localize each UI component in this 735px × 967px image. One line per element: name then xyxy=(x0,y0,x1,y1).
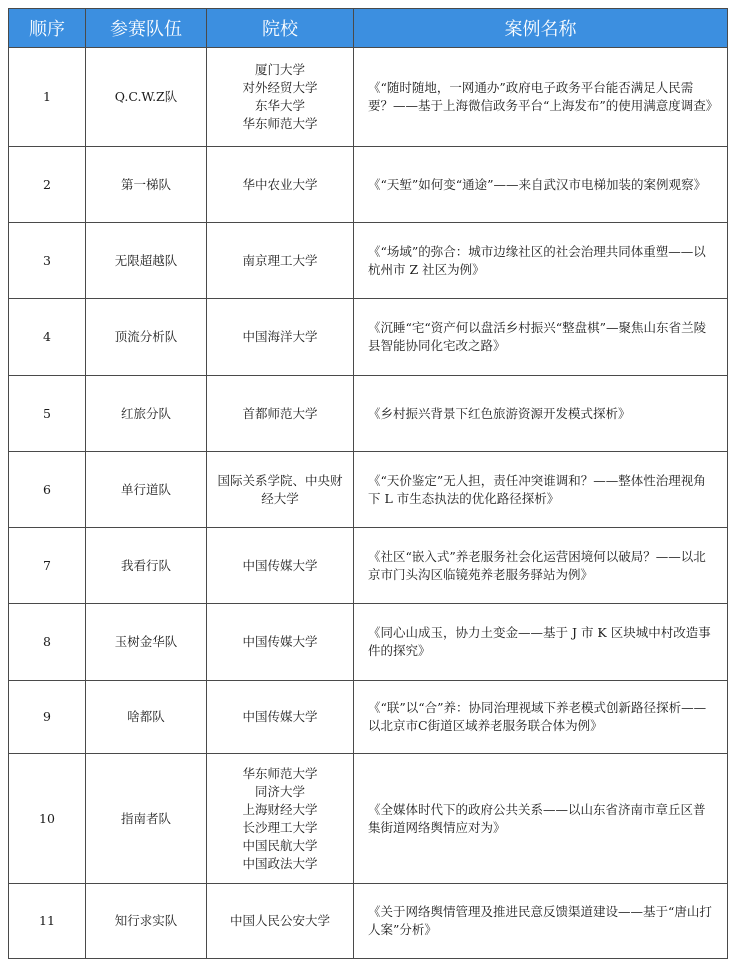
table-row xyxy=(9,223,728,299)
table-row xyxy=(9,884,728,959)
row-case: 《同心山成玉，协力土变金——基于 J 市 K 区块城中村改造事件的探究》 xyxy=(354,604,728,681)
row-schools xyxy=(207,147,354,223)
row-team: 知行求实队 xyxy=(86,884,207,959)
school-name: 中国传媒大学 xyxy=(242,709,318,724)
row-case: 《“场域”的弥合：城市边缘社区的社会治理共同体重塑——以杭州市 Z 社区为例》 xyxy=(354,223,728,299)
row-order: 1 xyxy=(9,48,86,147)
school-name: 中国传媒大学 xyxy=(242,557,318,573)
row-schools xyxy=(207,604,354,681)
row-order: 2 xyxy=(9,147,86,223)
row-order: 3 xyxy=(9,223,86,299)
table-row xyxy=(9,376,728,452)
row-case: 《关于网络舆情管理及推进民意反馈渠道建设——基于“唐山打人案”分析》 xyxy=(354,884,728,959)
table-row xyxy=(9,48,728,147)
row-case: 《“联”以“合”养：协同治理视域下养老模式创新路径探析——以北京市C街道区域养老服务联合体为例》 xyxy=(354,681,728,754)
row-schools xyxy=(207,376,354,452)
school-name: 国际关系学院、中央财经大学 xyxy=(217,472,343,506)
row-schools xyxy=(207,754,354,884)
header-team: 参赛队伍 xyxy=(86,9,207,48)
header-order: 顺序 xyxy=(9,9,86,48)
row-case: 《“天价鉴定”无人担，责任冲突谁调和？——整体性治理视角下 L 市生态执法的优化路径探析》 xyxy=(354,452,728,528)
row-order: 5 xyxy=(9,376,86,452)
row-schools xyxy=(207,884,354,959)
row-case: 《“随时随地，一网通办”政府电子政务平台能否满足人民需要？——基于上海微信政务平台“上海发布”的使用满意度调查》 xyxy=(354,48,728,147)
row-order: 4 xyxy=(9,299,86,376)
table-row xyxy=(9,528,728,604)
school-name: 中国民航大学 xyxy=(242,837,318,853)
table-row xyxy=(9,452,728,528)
row-schools xyxy=(207,299,354,376)
row-team: 顶流分析队 xyxy=(86,299,207,376)
row-team: Q.C.W.Z队 xyxy=(86,48,207,147)
table-row xyxy=(9,681,728,754)
school-name: 上海财经大学 xyxy=(242,801,318,817)
row-team: 啥都队 xyxy=(86,681,207,754)
row-schools xyxy=(207,452,354,528)
school-name: 长沙理工大学 xyxy=(242,819,318,835)
table-row xyxy=(9,299,728,376)
school-name: 南京理工大学 xyxy=(242,252,318,268)
header-row xyxy=(9,9,728,48)
row-schools xyxy=(207,681,354,754)
school-name: 厦门大学 xyxy=(254,62,305,77)
row-schools xyxy=(207,528,354,604)
school-name: 华东师范大学 xyxy=(242,116,318,131)
row-case: 《乡村振兴背景下红色旅游资源开发模式探析》 xyxy=(354,376,728,452)
row-order: 6 xyxy=(9,452,86,528)
row-team: 无限超越队 xyxy=(86,223,207,299)
school-name: 中国海洋大学 xyxy=(242,329,318,344)
row-team: 我看行队 xyxy=(86,528,207,604)
header-case: 案例名称 xyxy=(354,9,728,48)
school-name: 首都师范大学 xyxy=(242,405,318,421)
row-order: 10 xyxy=(9,754,86,884)
school-name: 同济大学 xyxy=(254,783,305,799)
row-case: 《全媒体时代下的政府公共关系——以山东省济南市章丘区普集街道网络舆情应对为》 xyxy=(354,754,728,884)
header-school: 院校 xyxy=(207,9,354,48)
school-name: 华中农业大学 xyxy=(242,176,318,192)
row-order: 8 xyxy=(9,604,86,681)
row-case: 《社区“嵌入式”养老服务社会化运营困境何以破局？——以北京市门头沟区临镜苑养老服务驿站为例》 xyxy=(354,528,728,604)
table-row xyxy=(9,754,728,884)
school-name: 中国人民公安大学 xyxy=(229,913,330,928)
teams-table xyxy=(8,8,728,959)
row-team: 玉树金华队 xyxy=(86,604,207,681)
row-team: 红旅分队 xyxy=(86,376,207,452)
row-case: 《沉睡“宅“资产何以盘活乡村振兴“整盘棋”—聚焦山东省兰陵县智能协同化宅改之路》 xyxy=(354,299,728,376)
row-schools xyxy=(207,223,354,299)
row-team: 第一梯队 xyxy=(86,147,207,223)
table-row xyxy=(9,147,728,223)
row-team: 指南者队 xyxy=(86,754,207,884)
row-order: 9 xyxy=(9,681,86,754)
row-order: 11 xyxy=(9,884,86,959)
row-case: 《“天堑”如何变“通途”——来自武汉市电梯加装的案例观察》 xyxy=(354,147,728,223)
school-name: 华东师范大学 xyxy=(242,765,318,781)
school-name: 中国政法大学 xyxy=(242,855,318,871)
school-name: 中国传媒大学 xyxy=(242,634,318,649)
row-team: 单行道队 xyxy=(86,452,207,528)
table-row xyxy=(9,604,728,681)
row-order: 7 xyxy=(9,528,86,604)
school-name: 对外经贸大学 xyxy=(242,80,318,95)
school-name: 东华大学 xyxy=(254,98,305,113)
row-schools xyxy=(207,48,354,147)
